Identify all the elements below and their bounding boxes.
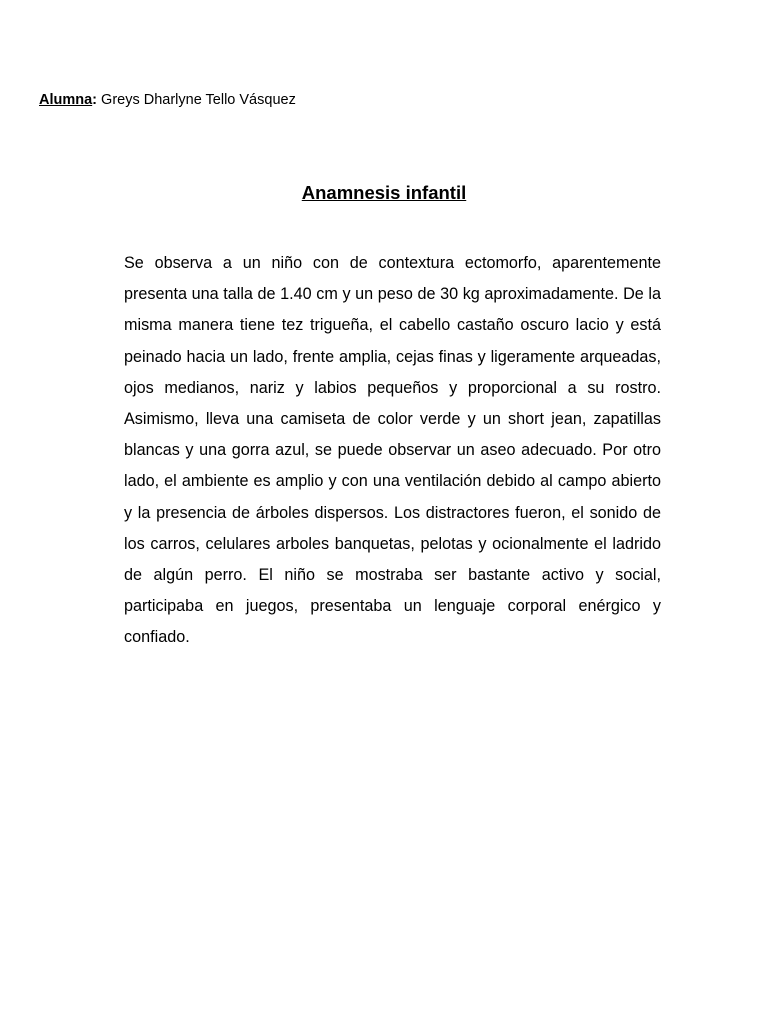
student-line: [39, 91, 296, 109]
body-paragraph: Se observa a un niño con de contextura ectomorfo, aparentemente presenta una talla de 1.40 cm y un peso de 30 kg aproximadamente. De la misma manera tiene tez trigueña, el cabello castaño oscuro lacio y está peinado hacia un lado, frente amplia, cejas finas y ligeramente arqueadas, ojos medianos, nariz y labios pequeños y proporcional a su rostro. Asimismo, lleva una camiseta de color verde y un short jean, zapatillas blancas y una gorra azul, se puede observar un aseo adecuado. Por otro lado, el ambiente es amplio y con una ventilación debido al campo abierto y la presencia de árboles dispersos. Los distractores fueron, el sonido de los carros, celulares arboles banquetas, pelotas y ocionalmente el ladrido de algún perro. El niño se mostraba ser bastante activo y social, participaba en juegos, presentaba un lenguaje corporal enérgico y confiado.: [124, 254, 661, 647]
document-title: Anamnesis infantil: [301, 182, 467, 203]
student-name: Greys Dharlyne Tello Vásquez: [97, 92, 296, 108]
student-label: Alumna: [39, 92, 93, 108]
student-label-colon: :: [92, 92, 98, 108]
